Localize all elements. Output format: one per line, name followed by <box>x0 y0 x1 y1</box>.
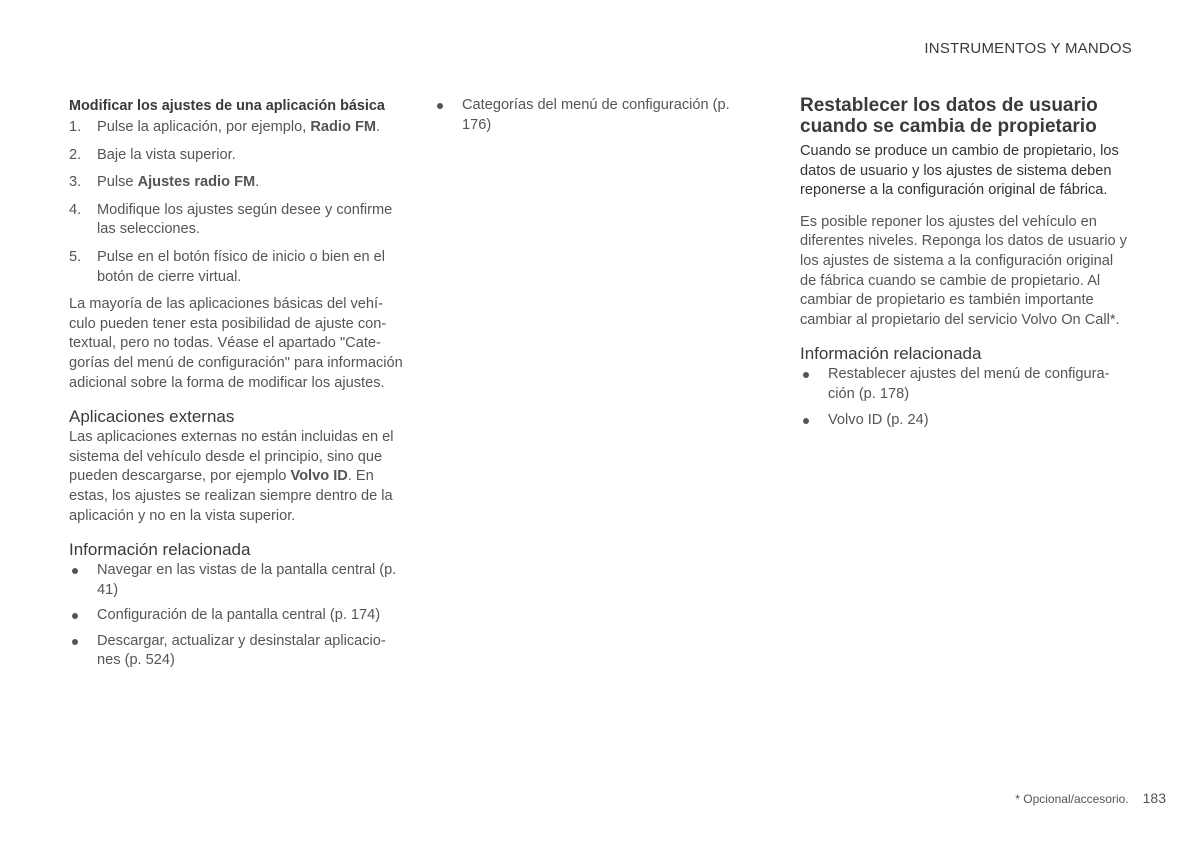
related-links-list <box>434 96 734 135</box>
section-title: Restablecer los datos de usuario cuando se cambia de propietario <box>800 95 1098 137</box>
footnote: * Opcional/accesorio. <box>1015 792 1129 806</box>
step-number: 1. <box>69 119 82 135</box>
bullet-icon <box>437 103 443 109</box>
body-paragraph: La mayoría de las aplicaciones básicas del vehículo pueden tener esta posibilidad de ajuste contextual, pero no todas. Véase el apartado "Categorías del menú de configuración" para información adicional sobre la forma de modificar los ajustes. <box>69 296 403 391</box>
heading-related-info: Información relacionada <box>69 540 251 560</box>
step-number: 3. <box>69 174 82 191</box>
step-text-end: . <box>376 119 381 135</box>
body-paragraph: Es posible reponer los ajustes del vehículo en diferentes niveles. Reponga los datos de usuario y los ajustes de sistema a la configuración original de fábrica cuando se cambie de propietario. Al cambiar de propietario es también importante cambiar al propietario del servicio Volvo On Call*. <box>800 213 1127 328</box>
step-item <box>69 118 403 138</box>
related-link-text: Volvo ID (p. 24) <box>828 411 929 428</box>
external-text: Las aplicaciones externas no están incluidas en el sistema del vehículo desde el principio, sino que pueden descargarse, por ejemplo <box>69 429 394 485</box>
page-section-header: INSTRUMENTOS Y MANDOS <box>924 40 1132 57</box>
bullet-icon <box>72 639 78 645</box>
steps-list <box>69 118 403 287</box>
step-text: Pulse la aplicación, por ejemplo, <box>97 119 311 135</box>
page-number: 183 <box>1142 790 1166 806</box>
step-number: 2. <box>69 146 82 163</box>
bullet-icon <box>72 613 78 619</box>
related-link[interactable] <box>434 96 734 135</box>
related-link-text: Restablecer ajustes del menú de configuración (p. 178) <box>828 366 1110 402</box>
ui-term: Ajustes radio FM <box>137 174 256 191</box>
page-footer <box>1015 790 1166 806</box>
step-text: Pulse <box>97 174 138 191</box>
middle-column <box>434 96 734 141</box>
related-link[interactable] <box>69 632 403 671</box>
subheading-modify-settings: Modificar los ajustes de una aplicación básica <box>69 98 385 114</box>
step-item <box>69 201 403 240</box>
ui-term: Volvo ID <box>290 468 348 485</box>
heading-external-apps: Aplicaciones externas <box>69 407 235 427</box>
related-links-list <box>800 365 1130 430</box>
step-text-end: . <box>255 174 260 191</box>
related-link-text: Configuración de la pantalla central (p. 174) <box>97 607 381 624</box>
bullet-icon <box>803 418 809 424</box>
related-link[interactable] <box>800 365 1130 404</box>
step-text: Modifique los ajustes según desee y confirme las selecciones. <box>97 201 393 238</box>
step-item <box>69 173 403 193</box>
step-item <box>69 146 403 166</box>
related-link-text: Descargar, actualizar y desinstalar aplicaciones (p. 524) <box>97 632 386 669</box>
step-text: Pulse en el botón físico de inicio o bien en el botón de cierre virtual. <box>97 248 386 285</box>
external-text-end: . En estas, los ajustes se realizan siempre dentro de la aplicación y no en la vista superior. <box>69 468 393 524</box>
related-link[interactable] <box>69 561 403 600</box>
step-number: 4. <box>69 201 82 218</box>
related-link-text: Categorías del menú de configuración (p. 176) <box>462 97 730 133</box>
step-number: 5. <box>69 248 82 265</box>
left-column <box>69 96 403 677</box>
related-link-text: Navegar en las vistas de la pantalla central (p. 41) <box>97 562 397 598</box>
lead-paragraph: Cuando se produce un cambio de propietario, los datos de usuario y los ajustes de sistema deben reponerse a la configuración original de fábrica. <box>800 143 1119 199</box>
related-link[interactable] <box>69 606 403 626</box>
right-column <box>800 96 1130 436</box>
related-links-list <box>69 561 403 671</box>
external-apps-paragraph <box>69 428 403 526</box>
related-link[interactable] <box>800 411 1130 431</box>
step-text: Baje la vista superior. <box>97 146 236 163</box>
bullet-icon <box>72 568 78 574</box>
step-item <box>69 248 403 287</box>
heading-related-info: Información relacionada <box>800 344 982 364</box>
ui-term: Radio FM <box>310 119 377 135</box>
bullet-icon <box>803 372 809 378</box>
